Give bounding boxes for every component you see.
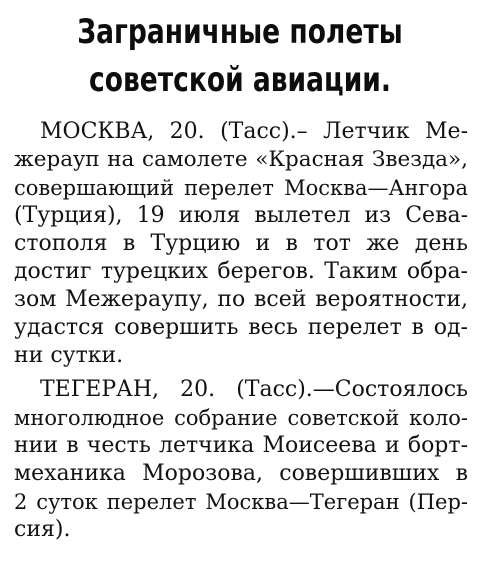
paragraph-2-line-4: механика Морозова, совершивших в — [14, 461, 468, 486]
paragraph-2-line-5: 2 суток перелет Москва—Тегеран (Пер- — [14, 490, 468, 514]
paragraph-1-line-8: удастся совершить весь перелет в од- — [14, 315, 468, 340]
paragraph-2-line-1: ТЕГЕРАН, 20. (Тасс).—Состоялось — [40, 377, 468, 402]
paragraph-2-line-3: нии в честь летчика Моисеева и борт- — [14, 433, 468, 458]
paragraph-1-line-6: достиг турецких берегов. Таким обра- — [14, 259, 468, 284]
paragraph-1-line-4: (Турция), 19 июля вылетел из Сева- — [14, 203, 468, 228]
paragraph-2-line-6: сия). — [14, 517, 71, 542]
paragraph-2-line-2: многолюдное собрание советской коло- — [14, 406, 468, 430]
paragraph-1-line-2: жераyп на самолете «Красная Звезда», — [14, 147, 468, 172]
headline-line-1: Заграничные полеты — [77, 12, 403, 52]
paragraph-1-line-5: стополя в Турцию и в тот же день — [14, 231, 468, 256]
paragraph-1-line-7: зом Межераупу, по всей вероятности, — [14, 287, 468, 312]
paragraph-1-line-3: совершающий перелет Москва—Ангора — [14, 176, 468, 200]
headline-line-2: советской авиации. — [89, 60, 391, 100]
paragraph-1-line-1: МОСКВА, 20. (Тасс).– Летчик Ме- — [40, 119, 468, 144]
paragraph-1-line-9: ни сутки. — [14, 343, 124, 368]
